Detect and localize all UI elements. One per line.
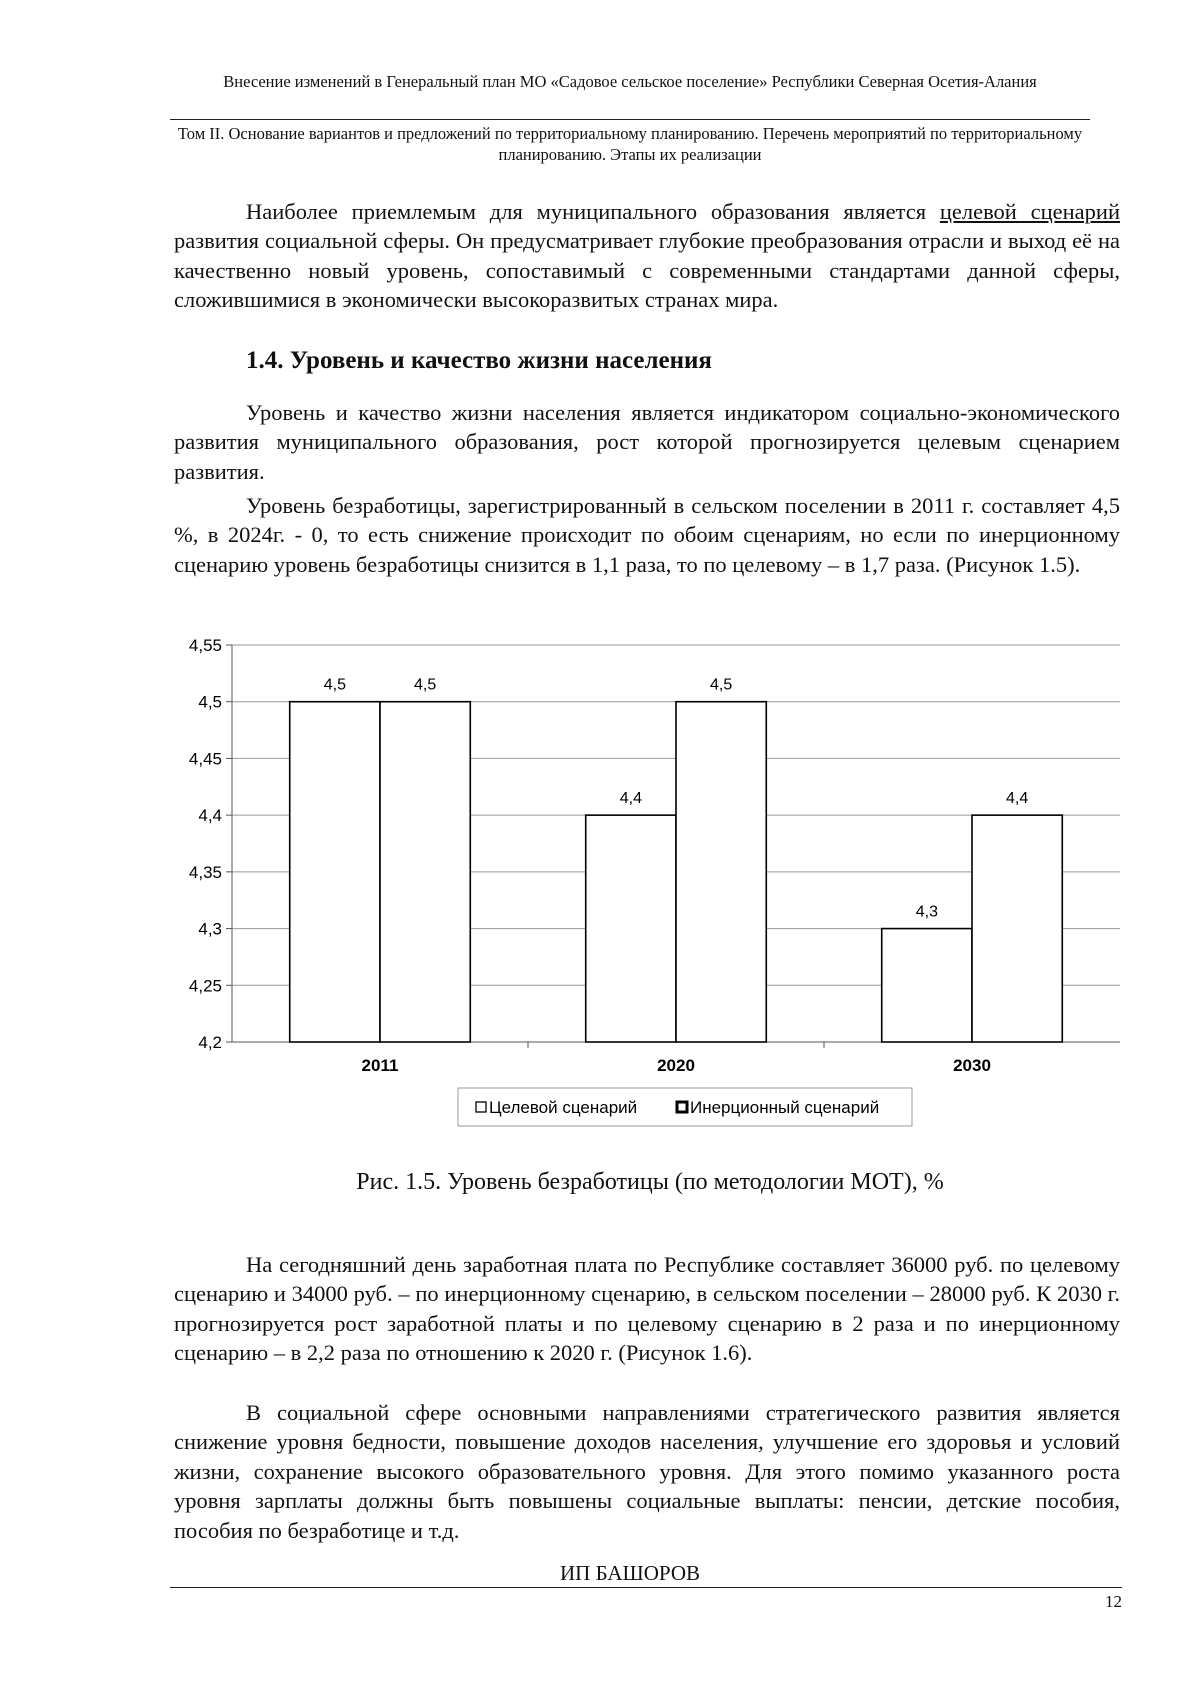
bar xyxy=(586,815,676,1042)
x-tick-label: 2030 xyxy=(953,1056,991,1075)
header-divider xyxy=(170,119,1090,120)
bar xyxy=(882,929,972,1042)
y-tick-label: 4,5 xyxy=(198,692,222,712)
document-header-title: Внесение изменений в Генеральный план МО «Садовое сельское поселение» Республики Северная Осетия-Алания xyxy=(223,72,1037,91)
data-label: 4,3 xyxy=(915,903,938,921)
figure-caption: Рис. 1.5. Уровень безработицы (по методологии МОТ), % xyxy=(356,1169,944,1195)
paragraph-target-scenario xyxy=(174,197,1120,315)
bar xyxy=(290,702,380,1042)
paragraph-living-standard: Уровень и качество жизни населения является индикатором социально-экономического развития муниципального образования, рост которой прогнозируется целевым сценарием развития. xyxy=(174,400,1120,484)
y-tick-label: 4,4 xyxy=(198,806,222,826)
bar xyxy=(380,702,470,1042)
x-tick-label: 2020 xyxy=(657,1056,695,1075)
unemployment-chart xyxy=(170,632,1130,1157)
data-label: 4,5 xyxy=(414,676,437,694)
data-label: 4,4 xyxy=(619,790,642,808)
unemployment-bar-chart xyxy=(170,632,1130,1157)
y-tick-label: 4,3 xyxy=(198,919,222,939)
y-tick-label: 4,25 xyxy=(188,976,222,996)
footer-divider xyxy=(170,1587,1122,1588)
x-tick-label: 2011 xyxy=(361,1056,399,1075)
paragraph-salary: На сегодняшний день заработная плата по Республике составляет 36000 руб. по целевому сценарию и 34000 руб. – по инерционному сценарию, в сельском поселении – 28000 руб. К 2030 г. прогнозируется рост заработной платы и по целевому сценарию в 2 раза и по инерционному сценарию – в 2,2 раза по отношению к 2020 г. (Рисунок 1.6). xyxy=(174,1252,1120,1366)
legend-swatch-inertial xyxy=(677,1102,687,1112)
section-heading: 1.4. Уровень и качество жизни населения xyxy=(246,347,712,374)
bar xyxy=(972,815,1062,1042)
y-tick-label: 4,45 xyxy=(188,749,222,769)
paragraph-unemployment: Уровень безработицы, зарегистрированный в сельском поселении в 2011 г. составляет 4,5 %, в 2024г. - 0, то есть снижение происходит по обоим сценариям, но если по инерционному сценарию уровень безработицы снизится в 1,1 раза, то по целевому – в 1,7 раза. (Рисунок 1.5). xyxy=(174,493,1120,577)
page-number: 12 xyxy=(1105,1592,1122,1611)
y-tick-label: 4,2 xyxy=(198,1033,222,1052)
y-tick-label: 4,55 xyxy=(188,636,222,655)
y-tick-label: 4,35 xyxy=(188,862,222,882)
data-label: 4,4 xyxy=(1006,790,1029,808)
bar xyxy=(676,702,766,1042)
legend-label-target: Целевой сценарий xyxy=(489,1098,638,1117)
footer-company: ИП БАШОРОВ xyxy=(560,1561,700,1585)
legend-label-inertial: Инерционный сценарий xyxy=(690,1098,880,1117)
paragraph-text: развития социальной сферы. Он предусматривает глубокие преобразования отрасли и выход её на качественно новый уровень, сопоставимый с современными стандартами данной сферы, сложившимися в экономически высокоразвитых странах мира. xyxy=(174,228,1120,313)
data-label: 4,5 xyxy=(323,676,346,694)
paragraph-social-sphere: В социальной сфере основными направлениями стратегического развития является снижение уровня бедности, повышение доходов населения, улучшение его здоровья и условий жизни, сохранение высокого образовательного уровня. Для этого помимо указанного роста уровня зарплаты должны быть повышены социальные выплаты: пенсии, детские пособия, пособия по безработице и т.д. xyxy=(174,1400,1120,1543)
paragraph-text: Наиболее приемлемым для муниципального образования является xyxy=(246,199,940,224)
target-scenario-term: целевой сценарий xyxy=(939,199,1120,224)
legend-swatch-target xyxy=(476,1102,486,1112)
data-label: 4,5 xyxy=(710,676,733,694)
document-header-subtitle: Том II. Основание вариантов и предложений по территориальному планированию. Перечень мероприятий по территориальному планированию. Этапы их реализации xyxy=(177,124,1083,164)
